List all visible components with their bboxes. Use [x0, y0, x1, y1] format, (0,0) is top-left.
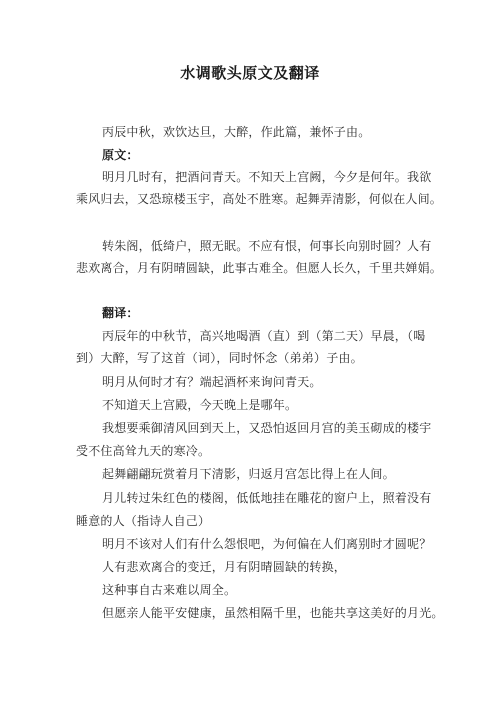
translation-line-6: 受不住高耸九天的寒冷。 — [76, 444, 211, 458]
translation-line-5: 我想要乘御清风回到天上，又恐怕返回月宫的美玉砌成的楼宇 — [102, 421, 432, 435]
translation-line-7: 起舞翩翩玩赏着月下清影，归返月宫怎比得上在人间。 — [102, 467, 395, 481]
translation-line-12: 这种事自古来难以周全。 — [102, 583, 237, 597]
translation-line-3: 明月从何时才有？端起酒杯来询问青天。 — [102, 375, 322, 389]
translation-line-10: 明月不该对人们有什么怨恨吧，为何偏在人们离别时才圆呢？ — [102, 537, 432, 551]
original-line-3: 转朱阁，低绮户，照无眠。不应有恨，何事长向别时圆？人有 — [102, 239, 432, 253]
document-title: 水调歌头原文及翻译 — [180, 64, 320, 82]
original-line-2: 乘风归去，又恐琼楼玉宇，高处不胜寒。起舞弄清影，何似在人间。 — [76, 192, 443, 206]
original-line-4: 悲欢离合，月有阴晴圆缺，此事古难全。但愿人长久，千里共婵娟。 — [76, 261, 443, 275]
original-heading: 原文： — [102, 148, 139, 162]
translation-line-8: 月儿转过朱红色的楼阁，低低地挂在雕花的窗户上，照着没有 — [102, 491, 432, 505]
translation-line-11: 人有悲欢离合的变迁，月有阴晴圆缺的转换， — [102, 560, 347, 574]
translation-line-13: 但愿亲人能平安健康，虽然相隔千里，也能共享这美好的月光。 — [102, 606, 444, 620]
preface-line: 丙辰中秋，欢饮达旦，大醉，作此篇，兼怀子由。 — [102, 125, 371, 139]
translation-line-2: 到）大醉，写了这首（词），同时怀念（弟弟）子由。 — [76, 351, 363, 365]
translation-line-9: 睡意的人（指诗人自己） — [76, 514, 211, 528]
translation-line-4: 不知道天上宫殿，今天晚上是哪年。 — [102, 398, 298, 412]
translation-heading: 翻译： — [102, 306, 139, 320]
original-line-1: 明月几时有，把酒问青天。不知天上宫阙，今夕是何年。我欲 — [102, 170, 432, 184]
translation-line-1: 丙辰年的中秋节，高兴地喝酒（直）到（第二天）早晨，（喝 — [102, 329, 426, 343]
